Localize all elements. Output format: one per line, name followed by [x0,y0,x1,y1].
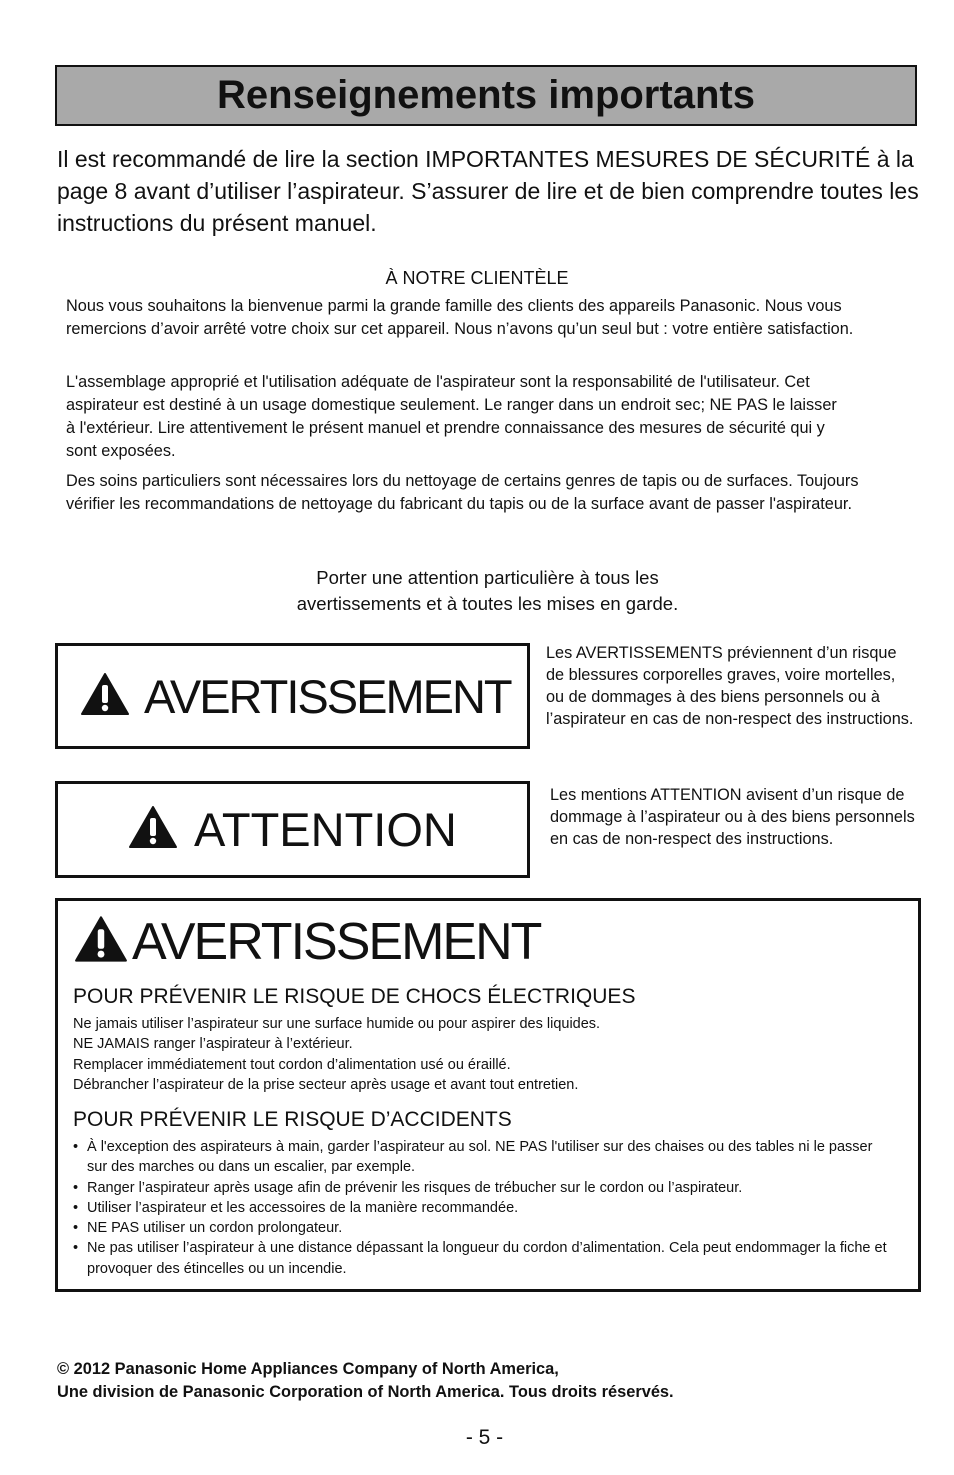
warning-box-triangle-icon [74,915,128,968]
shock-line: Débrancher l’aspirateur de la prise secteur après usage et avant tout entretien. [73,1076,579,1093]
page-title: Renseignements importants [217,73,755,117]
list-item: • Ne pas utiliser l’aspirateur à une distance dépassant la longueur du cordon d’alimentation. Cela peut endommager la fiche et provoquer des étincelles ou un incendie. [73,1238,893,1279]
shock-lines [73,1014,893,1095]
shock-line: Ne jamais utiliser l’aspirateur sur une surface humide ou pour aspirer des liquides. [73,1016,601,1032]
warning-sign-label: AVERTISSEMENT [144,669,511,723]
caution-description: Les mentions ATTENTION avisent d’un risque de dommage à l’aspirateur ou à des biens personnels en cas de non-respect des instructions. [550,786,915,848]
page-number: - 5 - [465,1426,504,1449]
client-heading: À NOTRE CLIENTÈLE [385,268,569,288]
warning-sign [55,643,530,749]
warning-triangle-icon [80,672,130,721]
warning-description: Les AVERTISSEMENTS préviennent d’un risque de blessures corporelles graves, voire mortelles, ou de dommages à des biens personnels ou à l’aspirateur en cas de non-respect des instructions. [546,644,914,728]
notice-line-1: Porter une attention particulière à tous les [316,567,659,588]
shock-heading: POUR PRÉVENIR LE RISQUE DE CHOCS ÉLECTRIQUES [73,985,636,1008]
list-item: • NE PAS utiliser un cordon prolongateur. [73,1218,893,1238]
copyright-line-1: © 2012 Panasonic Home Appliances Company of North America, [57,1360,559,1378]
list-item: • À l'exception des aspirateurs à main, garder l’aspirateur au sol. NE PAS l'utiliser sur des chaises ou des tables ni le passer sur des marches ou dans un escalier, par exemple. [73,1137,893,1178]
copyright [57,1358,674,1404]
client-paragraph-2: L'assemblage approprié et l'utilisation adéquate de l'aspirateur sont la responsabilité de l'utilisateur. Cet aspirateur est destiné à un usage domestique seulement. Le ranger dans un endroit sec; NE PAS le laisser à l'extérieur. Lire attentivement le présent manuel et prendre connaissance des mesures de sécurité qui y sont exposées. [66,373,837,460]
notice-text [0,565,954,617]
warning-box-label: AVERTISSEMENT [132,912,541,971]
caution-sign [55,781,530,878]
caution-sign-label: ATTENTION [194,803,457,856]
list-item: • Ranger l’aspirateur après usage afin de prévenir les risques de trébucher sur le cordon ou l’aspirateur. [73,1178,893,1198]
accident-list [73,1137,893,1279]
list-item: • Utiliser l’aspirateur et les accessoires de la manière recommandée. [73,1198,893,1218]
notice-line-2: avertissements et à toutes les mises en garde. [296,593,679,614]
warning-box-header [74,912,541,971]
warning-box [55,898,921,1292]
copyright-line-2: Une division de Panasonic Corporation of North America. Tous droits réservés. [57,1383,674,1401]
client-paragraph-1: Nous vous souhaitons la bienvenue parmi la grande famille des clients des appareils Panasonic. Nous vous remercions d’avoir arrêté votre choix sur cet appareil. Nous n’avons qu’un seul but : votre entière satisfaction. [66,297,854,338]
page-title-banner [55,65,917,126]
shock-line: Remplacer immédiatement tout cordon d’alimentation usé ou éraillé. [73,1056,511,1073]
intro-paragraph: Il est recommandé de lire la section IMPORTANTES MESURES DE SÉCURITÉ à la page 8 avant d’utiliser l’aspirateur. S’assurer de lire et de bien comprendre toutes les instructions du présent manuel. [57,146,919,236]
accident-heading: POUR PRÉVENIR LE RISQUE D’ACCIDENTS [73,1108,512,1131]
caution-triangle-icon [128,805,178,854]
shock-line: NE JAMAIS ranger l’aspirateur à l’extérieur. [73,1036,353,1053]
client-paragraph-3: Des soins particuliers sont nécessaires lors du nettoyage de certains genres de tapis ou de surfaces. Toujours vérifier les recommandations de nettoyage du fabricant du tapis ou de la surface avant de passer l'aspirateur. [66,472,859,513]
